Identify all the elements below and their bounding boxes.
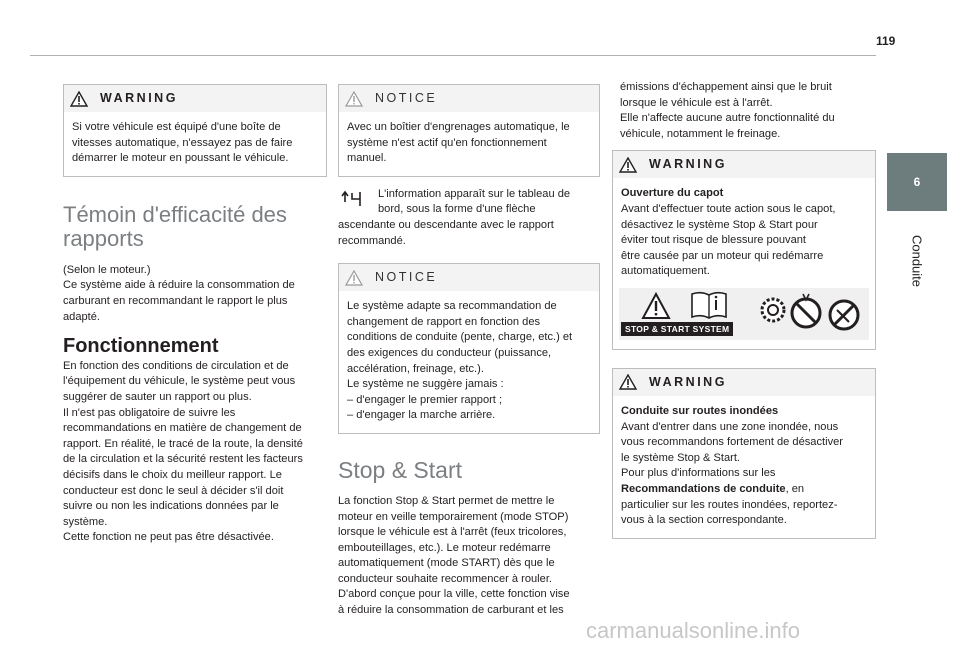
text-line: Le système ne suggère jamais : (347, 378, 504, 391)
text-line: changement de rapport en fonction des (347, 315, 541, 328)
text-line: à réduire la consommation de carburant et les (338, 604, 564, 617)
text-line: conducteur souhaite recommencer à rouler. (338, 572, 552, 585)
notice-triangle-icon (345, 91, 363, 107)
manual-book-icon (689, 290, 729, 320)
text-line: automatiquement (mode START) dès que le (338, 557, 555, 570)
text-line: – d'engager le premier rapport ; (347, 393, 503, 406)
hazard-triangle-icon (641, 292, 671, 320)
heading-line: Témoin d'efficacité des (63, 201, 287, 227)
body-paragraph (338, 494, 600, 619)
notice-label: NOTICE (375, 269, 438, 284)
column-3 (612, 80, 876, 539)
notice-header (339, 85, 599, 112)
text-line: Ce système aide à réduire la consommation de (63, 279, 295, 292)
text-line: vous à la section correspondante. (621, 514, 787, 527)
warning-label: WARNING (100, 90, 178, 105)
text-line: lorsque le véhicule est à l'arrêt (feux tricolores, (338, 526, 567, 539)
text-line: manuel. (347, 152, 387, 165)
notice-text (339, 112, 599, 176)
text-line: – d'engager la marche arrière. (347, 409, 496, 422)
no-hands-icon (789, 292, 823, 330)
text-line: recommandations en matière de changement de (63, 422, 302, 435)
warning-triangle-icon (619, 374, 637, 390)
text-line (621, 482, 867, 498)
text-line: être causée par un moteur qui redémarre (621, 249, 824, 262)
heading-line: rapports (63, 225, 144, 251)
text-line: lorsque le véhicule est à l'arrêt. (620, 96, 773, 109)
info-paragraph (338, 187, 600, 249)
text-line: Pour plus d'informations sur les (621, 467, 776, 480)
warning-box (63, 84, 327, 177)
column-2 (338, 84, 600, 619)
stop-start-system-caption: STOP & START SYSTEM (621, 322, 733, 336)
text-line: conducteur est donc le seul à décider s'il doit (63, 484, 284, 497)
text-line: système. (63, 515, 108, 528)
text-line: La fonction Stop & Start permet de mettre le (338, 494, 555, 507)
intro-paragraph (612, 80, 876, 142)
text-line: émissions d'échappement ainsi que le bruit (620, 81, 832, 93)
watermark: carmanualsonline.info (586, 618, 801, 643)
warning-text (613, 178, 875, 349)
notice-box (338, 263, 600, 434)
text-line: Il n'est pas obligatoire de suivre les (63, 406, 236, 419)
text-line: ascendante ou descendante avec le rapport (338, 218, 554, 231)
text-line: adapté. (63, 310, 101, 323)
text-line: Cette fonction ne peut pas être désactivée. (63, 531, 274, 544)
text-line: En fonction des conditions de circulation et de (63, 359, 289, 372)
text-line: particulier sur les routes inondées, reportez- (621, 498, 838, 511)
page-number: 119 (876, 34, 896, 48)
warning-label: WARNING (649, 157, 727, 172)
text-line: (Selon le moteur.) (63, 263, 151, 276)
text-line: véhicule, notamment le freinage. (620, 127, 781, 140)
chapter-title-text: Conduite (909, 234, 925, 288)
warning-triangle-icon (619, 157, 637, 173)
warning-header (64, 85, 326, 112)
text-line: moteur en veille temporairement (mode STOP) (338, 510, 569, 523)
chapter-title (887, 216, 947, 306)
text-line: des exigences du conducteur (puissance, (347, 346, 552, 359)
intro-paragraph (63, 263, 327, 325)
text-line: désactivez le système Stop & Start pour (621, 218, 818, 231)
notice-box (338, 84, 600, 177)
text-line: accélération, freinage, etc.). (347, 362, 484, 375)
text-line: le système Stop & Start. (621, 451, 740, 464)
warning-text (64, 112, 326, 176)
text-line: Avec un boîtier d'engrenages automatique, le (347, 121, 570, 133)
body-paragraph (63, 359, 327, 546)
no-tools-icon (827, 298, 861, 332)
subheading: Fonctionnement (63, 335, 219, 358)
text-line: Avant d'effectuer toute action sous le capot, (621, 202, 836, 215)
text-line: rapport. En réalité, le tracé de la route, la densité (63, 437, 303, 450)
notice-label: NOTICE (375, 90, 438, 105)
text-line: L'information apparaît sur le tableau de (378, 187, 571, 200)
text-line: éviter tout risque de blessure pouvant (621, 234, 807, 247)
warning-header (613, 151, 875, 178)
stop-start-warning-icons (619, 288, 869, 340)
text-line: Le système adapte sa recommandation de (347, 300, 557, 313)
section-heading (63, 203, 327, 251)
cross-reference-link[interactable]: Recommandations de conduite (621, 482, 786, 495)
text-line: vitesses automatique, n'essayez pas de faire (72, 136, 293, 149)
warning-text (613, 396, 875, 538)
text-line: l'équipement du véhicule, le système peut vous (63, 375, 296, 388)
text-fragment: , en (785, 482, 805, 495)
chapter-tab[interactable]: 6 (887, 153, 947, 211)
text-line: bord, sous la forme d'une flèche (378, 203, 536, 216)
gear-shift-indicator-icon (340, 189, 368, 209)
warning-title: Ouverture du capot (621, 187, 724, 200)
notice-header (339, 264, 599, 291)
text-line: embouteillages, etc.). Le moteur redémarre (338, 541, 551, 554)
header-rule (30, 55, 876, 56)
text-line: conditions de conduite (pente, charge, etc.) et (347, 331, 573, 344)
warning-label: WARNING (649, 374, 727, 389)
text-line: Elle n'affecte aucune autre fonctionnalité du (620, 112, 835, 125)
text-line: suivre ou non les indications données par le (63, 500, 279, 513)
text-line: démarrer le moteur en poussant le véhicule. (72, 152, 289, 165)
text-line: carburant en recommandant le rapport le plus (63, 294, 288, 307)
text-line: suggérer de sauter un rapport ou plus. (63, 390, 252, 403)
warning-triangle-icon (70, 91, 88, 107)
warning-header (613, 369, 875, 396)
warning-title: Conduite sur routes inondées (621, 404, 779, 417)
text-line: automatiquement. (621, 265, 710, 278)
text-line: recommandé. (338, 234, 406, 247)
text-line: Avant d'entrer dans une zone inondée, nous (621, 420, 839, 433)
text-line: Si votre véhicule est équipé d'une boîte de (72, 121, 281, 133)
warning-box (612, 368, 876, 539)
text-line: D'abord conçue pour la ville, cette fonction vise (338, 588, 570, 601)
notice-text (339, 291, 599, 433)
section-heading: Stop & Start (338, 456, 463, 483)
warning-box (612, 150, 876, 350)
column-1 (63, 84, 327, 546)
text-line: vous recommandons fortement de désactiver (621, 436, 843, 449)
text-line: système n'est actif qu'en fonctionnement (347, 136, 547, 149)
notice-triangle-icon (345, 270, 363, 286)
fan-belt-icon (759, 292, 787, 328)
text-line: de la circulation et la sécurité restent les facteurs (63, 453, 303, 466)
text-line: décisifs dans le choix du meilleur rapport. Le (63, 468, 282, 481)
